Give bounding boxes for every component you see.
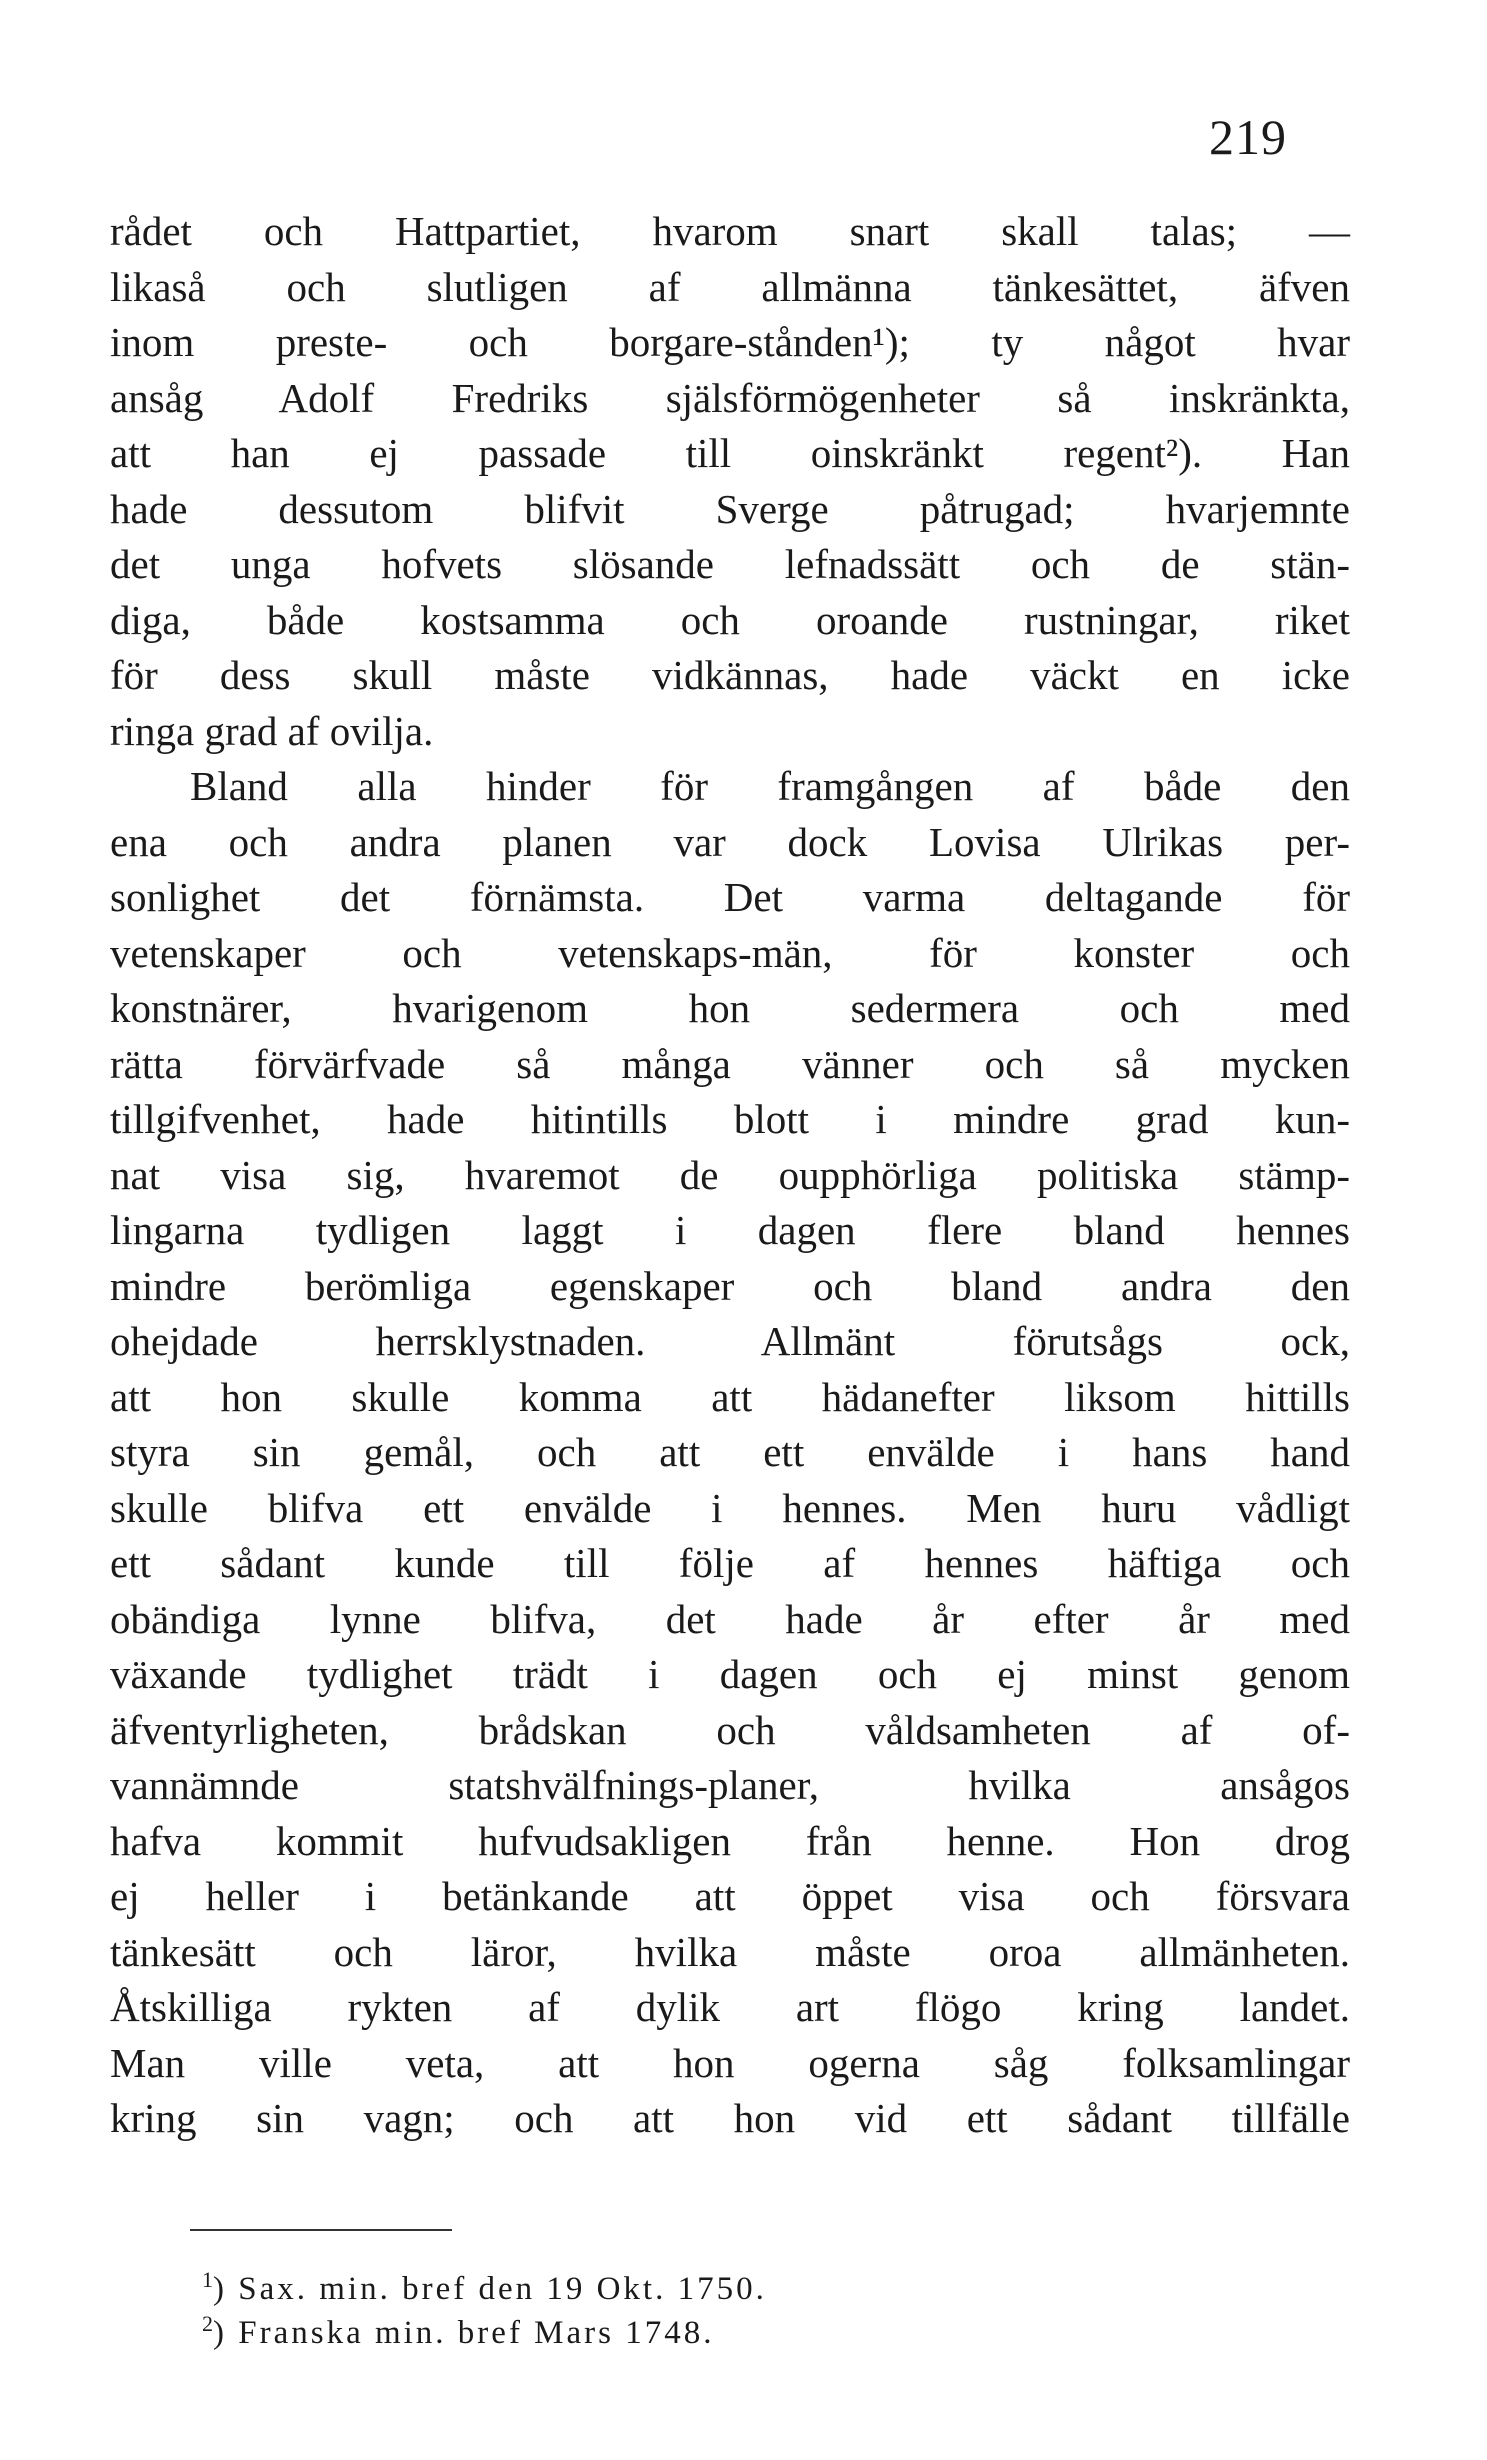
- text-line: äfventyrligheten, brådskan och våldsamheten af of-: [110, 1706, 1350, 1753]
- text-line: vetenskaper och vetenskaps-män, för konster och: [110, 929, 1350, 976]
- text-line: sonlighet det förnämsta. Det varma deltagande för: [110, 874, 1350, 920]
- text-line: tillgifvenhet, hade hitintills blott i mindre grad kun-: [110, 1096, 1350, 1142]
- text-line: det unga hofvets slösande lefnadssätt och de stän-: [110, 541, 1350, 587]
- text-line: växande tydlighet trädt i dagen och ej minst genom: [110, 1651, 1350, 1697]
- text-line: mindre berömliga egenskaper och bland andra den: [110, 1262, 1350, 1309]
- text-line: för dess skull måste vidkännas, hade väckt en icke: [110, 652, 1350, 698]
- text-line: nat visa sig, hvaremot de oupphörliga politiska stämp-: [110, 1151, 1350, 1198]
- text-line: lingarna tydligen laggt i dagen flere bland hennes: [110, 1207, 1350, 1253]
- text-line: likaså och slutligen af allmänna tänkesättet, äfven: [110, 263, 1350, 310]
- text-line: ena och andra planen var dock Lovisa Ulrikas per-: [110, 818, 1350, 865]
- text-line: konstnärer, hvarigenom hon sedermera och med: [110, 985, 1350, 1031]
- text-line: skulle blifva ett envälde i hennes. Men huru vådligt: [110, 1484, 1350, 1531]
- text-line: tänkesätt och läror, hvilka måste oroa allmänheten.: [110, 1928, 1350, 1975]
- text-line: Man ville veta, att hon ogerna såg folksamlingar: [110, 2039, 1350, 2086]
- text-line: obändiga lynne blifva, det hade år efter år med: [110, 1595, 1350, 1642]
- text-line: ej heller i betänkande att öppet visa och försvara: [110, 1873, 1350, 1919]
- page-number: 219: [1209, 109, 1287, 165]
- text-line: rådet och Hattpartiet, hvarom snart skall talas; —: [110, 208, 1350, 254]
- footnote-mark: 2: [202, 2311, 213, 2336]
- text-line: ansåg Adolf Fredriks själsförmögenheter så inskränkta,: [110, 374, 1350, 421]
- text-line: Bland alla hinder för framgången af både den: [190, 763, 1350, 809]
- text-line: att han ej passade till oinskränkt regent²). Han: [110, 430, 1350, 476]
- text-line: ringa grad af ovilja.: [110, 707, 434, 754]
- text-line: rätta förvärfvade så många vänner och så mycken: [110, 1040, 1350, 1087]
- text-line: vannämnde statshvälfnings-planer, hvilka ansågos: [110, 1762, 1350, 1808]
- text-line: hafva kommit hufvudsakligen från henne. Hon drog: [110, 1817, 1350, 1864]
- footnote: [202, 2258, 767, 2307]
- footnote-text: ) Sax. min. bref den 19 Okt. 1750.: [213, 2271, 767, 2307]
- text-line: ett sådant kunde till följe af hennes häftiga och: [110, 1540, 1350, 1586]
- footnote: [202, 2302, 767, 2351]
- text-line: ohejdade herrsklystnaden. Allmänt förutsågs ock,: [110, 1318, 1350, 1364]
- text-line: hade dessutom blifvit Sverge påtrugad; hvarjemnte: [110, 485, 1350, 532]
- text-line: diga, både kostsamma och oroande rustningar, riket: [110, 596, 1350, 643]
- footnotes: [202, 2258, 767, 2351]
- text-line: inom preste- och borgare-stånden¹); ty något hvar: [110, 319, 1350, 365]
- text-line: styra sin gemål, och att ett envälde i hans hand: [110, 1429, 1350, 1475]
- text-line: kring sin vagn; och att hon vid ett sådant tillfälle: [110, 2095, 1350, 2141]
- footnote-text: ) Franska min. bref Mars 1748.: [213, 2315, 715, 2351]
- text-line: att hon skulle komma att hädanefter liksom hittills: [110, 1373, 1350, 1420]
- footnote-mark: 1: [202, 2267, 213, 2292]
- text-line: Åtskilliga rykten af dylik art flögo kring landet.: [110, 1984, 1350, 2030]
- body-text: [110, 204, 1350, 2147]
- footnote-divider: [190, 2229, 452, 2231]
